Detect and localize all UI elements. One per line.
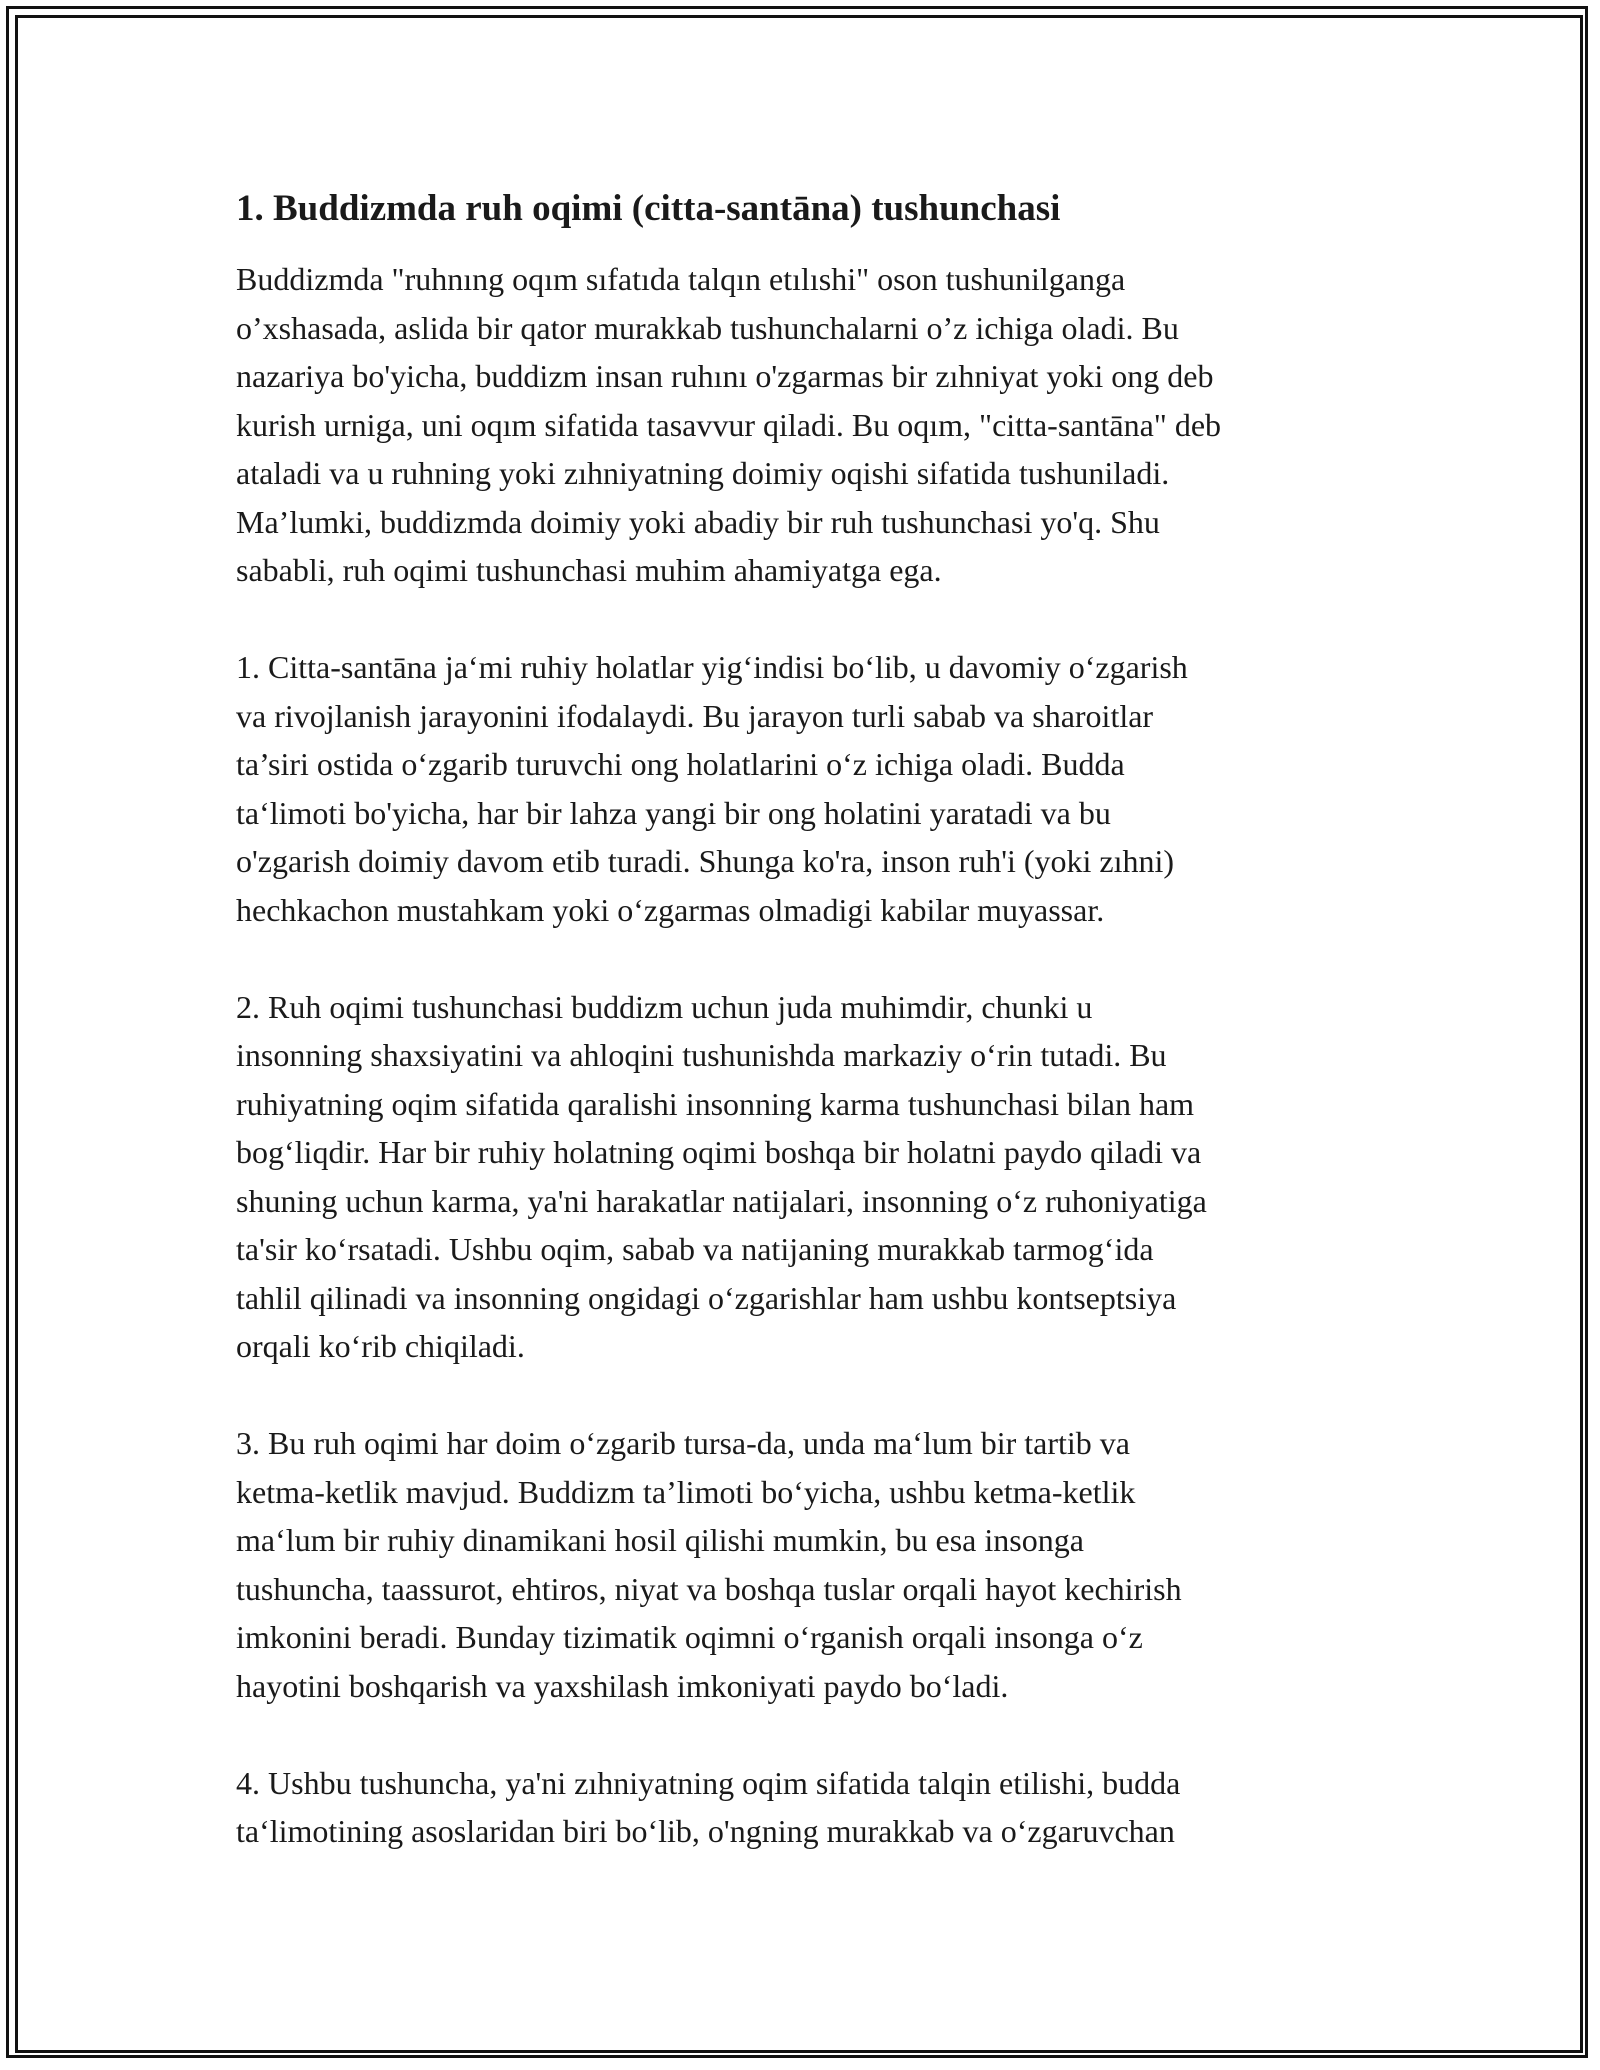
text-line: 1. Citta-santāna ja‘mi ruhiy holatlar yig‘indisi bo‘lib, u davomiy o‘zgarish — [236, 649, 1188, 685]
paragraph — [236, 983, 1376, 1371]
text-line: ataladi va u ruhning yoki zıhniyatning doimiy oqishi sifatida tushuniladi. — [236, 455, 1170, 491]
text-line: orqali ko‘rib chiqiladi. — [236, 1328, 525, 1364]
text-line: 2. Ruh oqimi tushunchasi buddizm uchun juda muhimdir, chunki u — [236, 988, 1093, 1025]
text-line: Ma’lumki, buddizmda doimiy yoki abadiy bir ruh tushunchasi yo'q. Shu — [236, 503, 1160, 540]
text-line: 4. Ushbu tushuncha, ya'ni zıhniyatning oqim sifatida talqin etilishi, budda — [236, 1764, 1181, 1801]
text-line: ma‘lum bir ruhiy dinamikani hosil qilishi mumkin, bu esa insonga — [236, 1522, 1084, 1558]
body-text — [236, 255, 1376, 1856]
text-line: nazariya bo'yicha, buddizm insan ruhını o'zgarmas bir zıhniyat yoki ong deb — [236, 358, 1214, 394]
text-line: imkonini beradi. Bunday tizimatik oqimni o‘rganish orqali insonga o‘z — [236, 1619, 1143, 1655]
text-line: ruhiyatning oqim sifatida qaralishi insonning karma tushunchasi bilan ham — [236, 1085, 1195, 1122]
section-title: 1. Buddizmda ruh oqimi (citta-santāna) tushunchasi — [236, 188, 1061, 229]
text-line: ta‘limotining asoslaridan biri bo‘lib, o'ngning murakkab va o‘zgaruvchan — [236, 1813, 1175, 1849]
paragraph — [236, 1419, 1376, 1710]
text-line: hechkachon mustahkam yoki o‘zgarmas olmadigi kabilar muyassar. — [236, 891, 1105, 928]
text-line: tahlil qilinadi va insonning ongidagi o‘zgarishlar ham ushbu kontseptsiya — [236, 1279, 1177, 1316]
text-line: hayotini boshqarish va yaxshilash imkoniyati paydo bo‘ladi. — [236, 1667, 1009, 1704]
text-line: o'zgarish doimiy davom etib turadi. Shunga ko'ra, inson ruh'i (yoki zıhni) — [236, 843, 1175, 879]
text-line: Buddizmda "ruhnıng oqım sıfatıda talqın etılıshi" oson tushunilganga — [236, 261, 1126, 297]
text-line: ta'sir ko‘rsatadi. Ushbu oqim, sabab va natijaning murakkab tarmog‘ida — [236, 1231, 1154, 1267]
text-line: va rivojlanish jarayonini ifodalaydi. Bu jarayon turli sabab va sharoitlar — [236, 697, 1154, 734]
text-line: sababli, ruh oqimi tushunchasi muhim ahamiyatga ega. — [236, 552, 942, 588]
document-page — [236, 185, 1376, 1856]
text-line: ketma-ketlik mavjud. Buddizm ta’limoti bo‘yicha, ushbu ketma-ketlik — [236, 1473, 1136, 1510]
text-line: shuning uchun karma, ya'ni harakatlar natijalari, insonning o‘z ruhoniyatiga — [236, 1182, 1207, 1219]
paragraph — [236, 1759, 1376, 1856]
text-line: ta‘limoti bo'yicha, har bir lahza yangi bir ong holatini yaratadi va bu — [236, 794, 1111, 831]
paragraph — [236, 643, 1376, 934]
text-line: bog‘liqdir. Har bir ruhiy holatning oqimi boshqa bir holatni paydo qiladi va — [236, 1134, 1202, 1170]
text-line: tushuncha, taassurot, ehtiros, niyat va boshqa tuslar orqali hayot kechirish — [236, 1570, 1182, 1607]
text-line: 3. Bu ruh oqimi har doim o‘zgarib tursa-da, unda ma‘lum bir tartib va — [236, 1425, 1130, 1461]
text-line: kurish urniga, uni oqım sifatida tasavvur qiladi. Bu oqım, "citta-santāna" deb — [236, 406, 1222, 443]
text-line: insonning shaxsiyatini va ahloqini tushunishda markaziy o‘rin tutadi. Bu — [236, 1037, 1167, 1073]
text-line: ta’siri ostida o‘zgarib turuvchi ong holatlarini o‘z ichiga oladi. Budda — [236, 746, 1125, 782]
paragraph — [236, 255, 1376, 595]
text-line: o’xshasada, aslida bir qator murakkab tushunchalarni o’z ichiga oladi. Bu — [236, 309, 1179, 346]
